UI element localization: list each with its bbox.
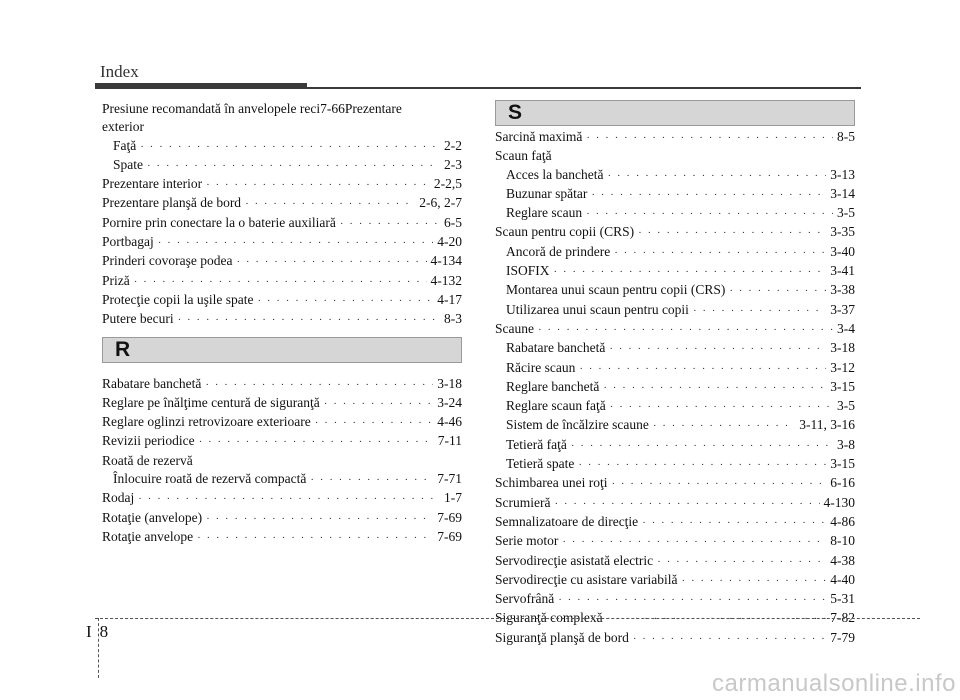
index-entry (495, 243, 855, 262)
index-heading: Presiune recomandată în anvelopele reci7-66Prezentare (102, 101, 402, 116)
index-entry (495, 532, 855, 551)
dot-leader (603, 379, 826, 397)
dot-leader (315, 414, 433, 432)
index-entry-page: 5-31 (830, 591, 855, 607)
index-entry-page: 8-5 (837, 129, 855, 144)
index-entry (102, 394, 462, 413)
index-entry-page: 4-17 (437, 291, 462, 307)
dot-leader (554, 495, 819, 513)
index-entry-page: 4-40 (830, 571, 855, 587)
dot-leader (642, 514, 826, 532)
index-entry (495, 397, 855, 416)
index-entry-page: 3-37 (830, 301, 855, 317)
dot-leader (653, 417, 795, 435)
index-entry-term: Sistem de încălzire scaune (506, 417, 649, 433)
index-entry (495, 494, 855, 513)
index-entry-term: Servodirecţie asistată electric (495, 552, 654, 568)
index-entry (102, 233, 462, 252)
index-entry-page: 3-4 (837, 320, 855, 336)
header-rule (307, 87, 861, 89)
dot-leader (586, 205, 833, 223)
index-entry-term: Servodirecţie cu asistare variabilă (495, 571, 678, 587)
index-entry-term: Siguranţă planşă de bord (495, 629, 629, 645)
index-entry (495, 609, 855, 628)
dot-leader (610, 398, 833, 416)
index-entry-page: 6-5 (444, 214, 462, 230)
index-entry-list (102, 137, 462, 330)
dot-leader (538, 321, 833, 339)
index-entry (495, 339, 855, 358)
index-entry-page: 3-5 (837, 398, 855, 414)
dot-leader (178, 311, 440, 329)
index-entry (495, 436, 855, 455)
index-entry-page: 3-14 (830, 185, 855, 201)
index-entry-term: Siguranţă complexă (495, 610, 603, 626)
index-entry (495, 204, 855, 223)
index-entry-term: Servofrână (495, 591, 555, 607)
index-entry (495, 455, 855, 474)
index-entry-term: Reglare banchetă (506, 378, 600, 394)
dot-leader (147, 157, 440, 175)
dot-leader (607, 167, 826, 185)
index-entry (495, 513, 855, 532)
dot-leader (206, 510, 433, 528)
index-entry-page: 7-82 (830, 610, 855, 626)
dot-leader (138, 490, 440, 508)
index-entry-page: 2-2,5 (433, 176, 462, 192)
dot-leader (579, 360, 826, 378)
index-entry (102, 375, 462, 394)
index-entry-page: 4-86 (830, 513, 855, 529)
dot-leader (607, 610, 827, 628)
index-entry (102, 291, 462, 310)
index-entry-term: Scaun pentru copii (CRS) (495, 224, 635, 240)
index-entry-page: 3-24 (437, 394, 462, 410)
index-entry-page: 1-7 (444, 490, 462, 506)
index-entry-term: Rodaj (102, 490, 135, 506)
index-entry-page: 3-38 (830, 282, 855, 298)
index-entry-term: Protecţie copii la uşile spate (102, 291, 254, 307)
index-entry (102, 470, 462, 489)
index-entry-term: Rabatare banchetă (506, 340, 606, 356)
index-entry (495, 128, 855, 147)
index-entry-term: Spate (113, 156, 143, 172)
index-entry-term: Prezentare interior (102, 176, 203, 192)
index-entry-term: Scrumieră (495, 494, 551, 510)
dot-leader (134, 273, 427, 291)
dot-leader (571, 437, 833, 455)
index-heading: exterior (102, 119, 144, 135)
index-entry (495, 185, 855, 204)
index-entry-page: 3-8 (837, 436, 855, 452)
dot-leader (562, 533, 826, 551)
dot-leader (657, 553, 826, 571)
index-entry (102, 175, 462, 194)
index-entry (495, 629, 855, 648)
index-entry-term: Tetieră faţă (506, 436, 567, 452)
index-entry-term: Portbagaj (102, 234, 154, 250)
index-entry-list (102, 470, 462, 547)
index-entry-page: 8-3 (444, 311, 462, 327)
index-entry (495, 281, 855, 300)
index-entry-term: Acces la banchetă (506, 166, 604, 182)
index-entry-term: Sarcină maximă (495, 129, 583, 144)
index-entry-term: Serie motor (495, 533, 559, 549)
dot-leader (554, 263, 827, 281)
index-column-right (495, 100, 855, 648)
index-entry (102, 137, 462, 156)
index-entry (102, 528, 462, 547)
index-entry-term: Semnalizatoare de direcţie (495, 513, 639, 529)
index-entry-term: Înlocuire roată de rezervă compactă (113, 471, 307, 487)
index-entry-term: Răcire scaun (506, 359, 576, 375)
index-entry (495, 571, 855, 590)
index-entry-page: 3-18 (830, 340, 855, 356)
dot-leader (558, 591, 826, 609)
dot-leader (310, 471, 433, 489)
index-entry-page: 4-46 (437, 414, 462, 430)
dot-leader (340, 215, 440, 233)
index-entry (495, 166, 855, 185)
dot-leader (586, 129, 833, 147)
index-entry (495, 416, 855, 435)
index-entry-term: Ancoră de prindere (506, 243, 611, 259)
index-entry (102, 310, 462, 329)
dot-leader (158, 234, 434, 252)
index-entry-page: 4-130 (823, 494, 855, 510)
index-entry (495, 590, 855, 609)
dot-leader (236, 253, 426, 271)
dot-leader (324, 395, 433, 413)
section-letter: R (115, 337, 131, 361)
index-heading: Scaun faţă (495, 148, 552, 164)
index-entry-page: 8-10 (830, 533, 855, 549)
index-entry (495, 552, 855, 571)
index-entry-page: 3-13 (830, 166, 855, 182)
index-entry-term: Faţă (113, 137, 137, 153)
index-entry-term: Tetieră spate (506, 456, 575, 472)
page-number: I8 (86, 622, 117, 641)
index-entry (102, 489, 462, 508)
index-entry-term: Prezentare planşă de bord (102, 195, 242, 211)
dot-leader (140, 138, 440, 156)
index-entry-term: Reglare scaun (506, 205, 583, 221)
index-entry (102, 413, 462, 432)
index-heading: Roată de rezervă (102, 452, 193, 468)
index-entry-term: Revizii periodice (102, 433, 195, 449)
index-entry-page: 3-12 (830, 359, 855, 375)
index-entry-page: 7-79 (830, 629, 855, 645)
index-entry-page: 2-2 (444, 137, 462, 153)
index-entry-term: Reglare pe înălţime centură de siguranţă (102, 394, 320, 410)
index-entry (102, 214, 462, 233)
index-entry-page: 2-6, 2-7 (419, 195, 462, 211)
dot-leader (591, 186, 826, 204)
index-entry-term: Prinderi covoraşe podea (102, 253, 233, 269)
dot-leader (578, 456, 826, 474)
section-header-s (495, 100, 855, 126)
index-entry-term: Reglare scaun faţă (506, 398, 606, 414)
dot-leader (633, 630, 826, 648)
index-entry (102, 272, 462, 291)
dot-leader (199, 433, 434, 451)
index-entry-page: 3-11, 3-16 (799, 417, 855, 433)
index-column-left (102, 100, 462, 547)
dot-leader (614, 244, 826, 262)
dot-leader (693, 302, 826, 320)
index-entry-term: Schimbarea unei roţi (495, 475, 608, 491)
index-entry-page: 3-15 (830, 456, 855, 472)
index-entry-page: 3-35 (830, 224, 855, 240)
index-entry (102, 252, 462, 271)
index-entry-page: 7-11 (437, 433, 462, 449)
index-entry-page: 7-69 (437, 509, 462, 525)
index-entry-term: ISOFIX (506, 263, 550, 279)
dot-leader (609, 340, 826, 358)
index-entry-page: 6-16 (830, 475, 855, 491)
index-entry-term: Reglare oglinzi retrovizoare exterioare (102, 414, 311, 430)
index-entry-list (495, 166, 855, 648)
index-entry-term: Rotaţie anvelope (102, 528, 194, 544)
index-entry-term: Utilizarea unui scaun pentru copii (506, 301, 689, 317)
index-entry-page: 4-134 (430, 253, 462, 269)
section-header-r (102, 337, 462, 363)
index-entry-term: Scaune (495, 320, 534, 336)
header-accent-bar (95, 83, 307, 89)
index-entry-term: Rotaţie (anvelope) (102, 509, 203, 525)
index-entry-term: Priză (102, 272, 130, 288)
dot-leader (197, 529, 433, 547)
index-entry-term: Buzunar spătar (506, 185, 588, 201)
index-entry-page: 7-71 (437, 471, 462, 487)
watermark: carmanualsonline.info (712, 670, 956, 697)
index-entry (495, 262, 855, 281)
index-entry-term: Montarea unui scaun pentru copii (CRS) (506, 282, 726, 298)
index-entry (495, 378, 855, 397)
dot-leader (729, 282, 826, 300)
index-entry (495, 474, 855, 493)
index-entry (102, 509, 462, 528)
index-entry-term: Putere becuri (102, 311, 174, 327)
index-entry (495, 301, 855, 320)
dot-leader (257, 292, 433, 310)
index-entry-page: 3-15 (830, 378, 855, 394)
dot-leader (638, 224, 826, 242)
dot-leader (205, 376, 433, 394)
page-header-title: Index (100, 62, 139, 81)
index-entry-page: 2-3 (444, 156, 462, 172)
index-entry-page: 7-69 (437, 528, 462, 544)
dot-leader (206, 176, 430, 194)
index-entry-page: 4-132 (430, 272, 462, 288)
index-entry-term: Rabatare banchetă (102, 375, 202, 391)
index-entry (495, 359, 855, 378)
footer-rule (95, 618, 920, 619)
index-entry (102, 194, 462, 213)
index-entry-page: 3-18 (437, 375, 462, 391)
dot-leader (682, 572, 827, 590)
index-entry (495, 320, 855, 339)
index-entry (102, 156, 462, 175)
index-entry-page: 3-40 (830, 243, 855, 259)
index-entry-list (102, 375, 462, 452)
index-entry-term: Pornire prin conectare la o baterie auxiliară (102, 214, 336, 230)
index-entry (102, 432, 462, 451)
dot-leader (245, 195, 415, 213)
index-entry-page: 4-38 (830, 552, 855, 568)
index-entry-page: 3-41 (830, 263, 855, 279)
dot-leader (611, 475, 826, 493)
index-entry-page: 3-5 (837, 205, 855, 221)
section-letter: S (508, 101, 523, 124)
index-entry (495, 223, 855, 242)
index-entry-page: 4-20 (437, 234, 462, 250)
